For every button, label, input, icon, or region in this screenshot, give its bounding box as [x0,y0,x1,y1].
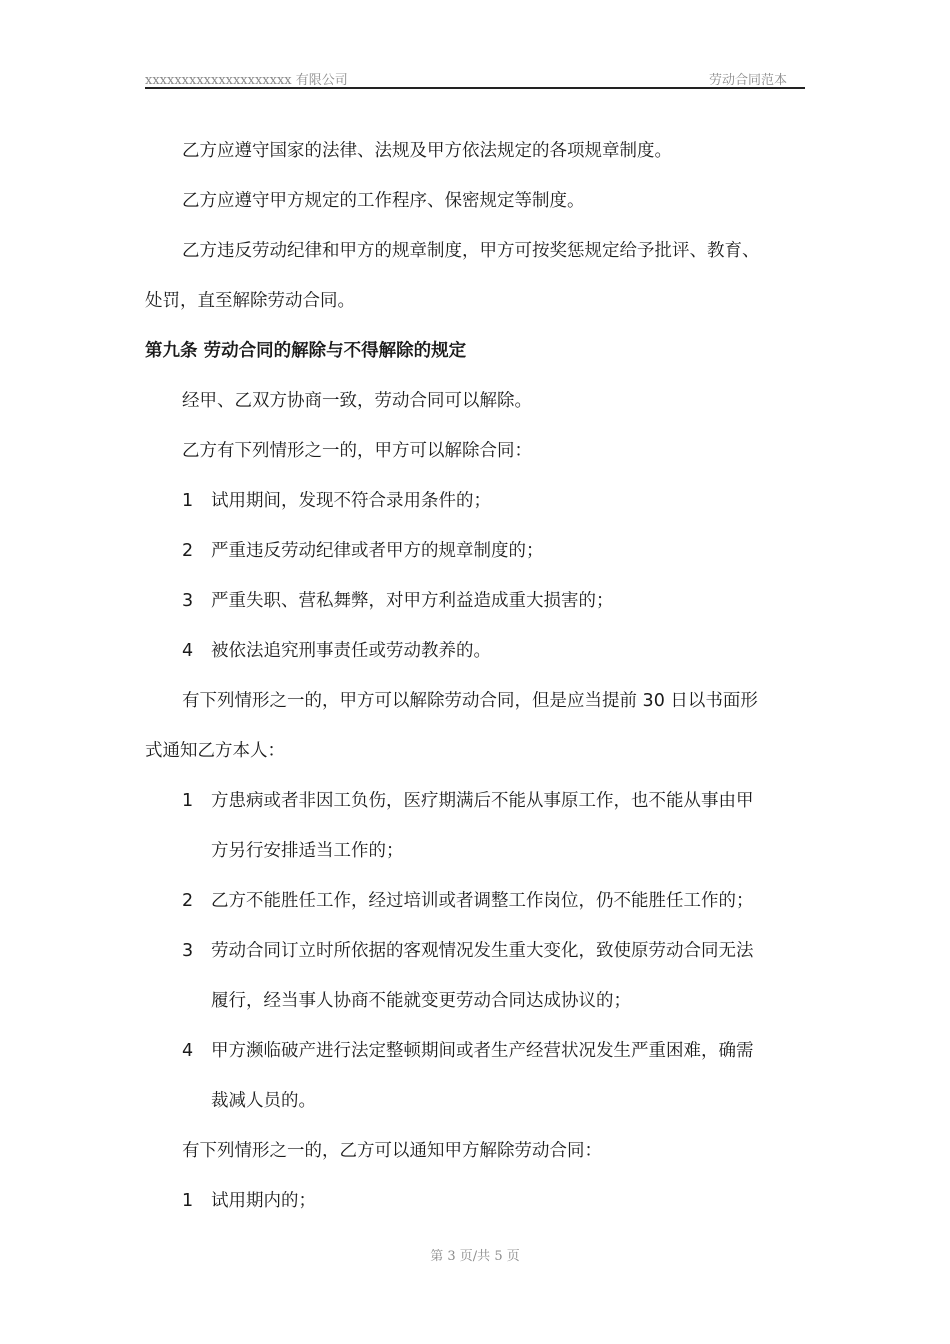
list-item-continuation: 方另行安排适当工作的； [211,841,404,861]
list-item [145,482,825,532]
list-item [145,782,825,832]
page-footer [0,1245,950,1264]
list-item-number: 1 [182,1191,194,1211]
header-company: xxxxxxxxxxxxxxxxxxxx 有限公司 [145,73,348,88]
page-number: 第 3 页/共 5 页 [430,1249,520,1264]
list-item-text: 方患病或者非因工负伤，医疗期满后不能从事原工作，也不能从事由甲 [211,791,754,811]
list-item-text: 甲方濒临破产进行法定整顿期间或者生产经营状况发生严重困难，确需 [211,1041,754,1061]
document-body [145,132,825,1232]
list-item-number: 3 [182,591,194,611]
paragraph: 乙方违反劳动纪律和甲方的规章制度，甲方可按奖惩规定给予批评、教育、 [182,241,760,261]
header-doc-title: 劳动合同范本 [708,73,787,88]
list-item-text: 被依法追究刑事责任或劳动教养的。 [211,641,491,661]
list-item-number: 2 [182,891,194,911]
list-item-number: 1 [182,491,194,511]
paragraph-continuation: 处罚，直至解除劳动合同。 [145,291,355,311]
list-item-text: 试用期间，发现不符合录用条件的； [211,491,491,511]
paragraph: 经甲、乙双方协商一致，劳动合同可以解除。 [182,391,532,411]
list-item [145,532,825,582]
list-item [145,1032,825,1082]
paragraph: 乙方有下列情形之一的，甲方可以解除合同： [182,441,532,461]
list-item [145,632,825,682]
list-item-text: 严重违反劳动纪律或者甲方的规章制度的； [211,541,544,561]
list-item-continuation: 履行，经当事人协商不能就变更劳动合同达成协议的； [211,991,631,1011]
list-item [145,932,825,982]
paragraph: 有下列情形之一的，甲方可以解除劳动合同，但是应当提前 30 日以书面形 [182,691,758,711]
list-item-text: 试用期内的； [211,1191,316,1211]
list-item-text: 乙方不能胜任工作，经过培训或者调整工作岗位，仍不能胜任工作的； [211,891,754,911]
list-item-number: 4 [182,641,194,661]
list-item-number: 1 [182,791,194,811]
list-item-text: 严重失职、营私舞弊，对甲方利益造成重大损害的； [211,591,614,611]
paragraph: 有下列情形之一的，乙方可以通知甲方解除劳动合同： [182,1141,602,1161]
list-item [145,882,825,932]
list-item [145,582,825,632]
page-header [145,67,805,89]
paragraph-continuation: 式通知乙方本人： [145,741,285,761]
list-item-text: 劳动合同订立时所依据的客观情况发生重大变化，致使原劳动合同无法 [211,941,754,961]
list-item-continuation: 裁减人员的。 [211,1091,316,1111]
section-heading: 第九条 劳动合同的解除与不得解除的规定 [145,341,467,361]
list-item-number: 2 [182,541,194,561]
list-item-number: 4 [182,1041,194,1061]
list-item-number: 3 [182,941,194,961]
paragraph: 乙方应遵守甲方规定的工作程序、保密规定等制度。 [182,191,585,211]
list-item [145,1182,825,1232]
paragraph: 乙方应遵守国家的法律、法规及甲方依法规定的各项规章制度。 [182,141,672,161]
